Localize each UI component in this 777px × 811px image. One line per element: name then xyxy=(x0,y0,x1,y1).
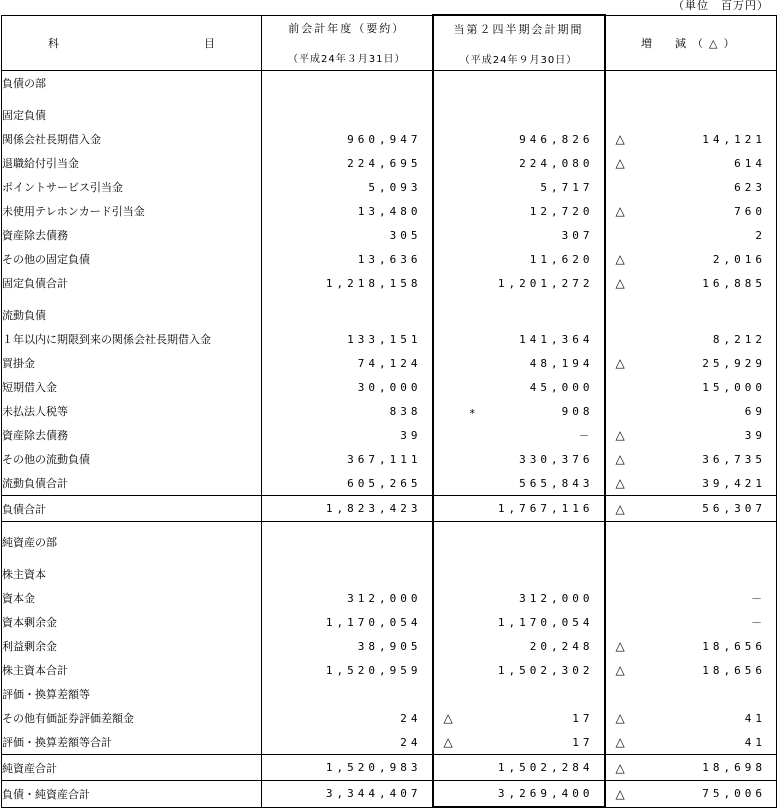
curr-amount-cell xyxy=(433,271,605,295)
table-row xyxy=(2,351,777,375)
change-amount-cell xyxy=(605,423,777,447)
unit-label: （単位 百万円） xyxy=(673,0,769,12)
row-label: 資本金 xyxy=(2,586,262,610)
amount-value: 367,111 xyxy=(347,452,422,466)
row-label: 退職給付引当金 xyxy=(2,151,262,175)
section-row xyxy=(2,103,777,127)
delta-mark: △ xyxy=(615,276,625,290)
table-row xyxy=(2,471,777,496)
amount-value: 623 xyxy=(734,180,766,194)
change-amount-cell xyxy=(605,327,777,351)
curr-amount-cell xyxy=(433,706,605,730)
curr-amount-cell xyxy=(433,730,605,755)
curr-amount-cell xyxy=(433,327,605,351)
header-prev xyxy=(262,15,433,71)
spacer-cell xyxy=(262,295,433,303)
spacer-cell xyxy=(433,95,605,103)
spacer-cell xyxy=(605,522,777,531)
section-row xyxy=(2,682,777,706)
spacer-cell xyxy=(605,554,777,562)
prev-amount-cell xyxy=(262,634,433,658)
amount-value: 1,502,284 xyxy=(497,761,594,774)
amount-value: 2 xyxy=(755,228,766,242)
amount-value: 39 xyxy=(744,428,766,442)
amount-value: 17 xyxy=(572,711,594,725)
amount-value: 74,124 xyxy=(357,356,422,370)
row-label: 固定負債合計 xyxy=(2,271,262,295)
table-row xyxy=(2,327,777,351)
amount-value: 1,767,116 xyxy=(497,502,594,515)
spacer-cell xyxy=(433,554,605,562)
table-row xyxy=(2,127,777,151)
spacer-cell xyxy=(605,95,777,103)
delta-mark: △ xyxy=(615,132,625,146)
table-row xyxy=(2,271,777,295)
amount-value: 24 xyxy=(400,711,422,725)
curr-amount-cell xyxy=(433,447,605,471)
amount-value: 312,000 xyxy=(347,591,422,605)
change-amount-cell xyxy=(605,706,777,730)
row-label: 評価・換算差額等合計 xyxy=(2,730,262,755)
change-amount-cell xyxy=(605,351,777,375)
header-curr-title: 当第２四半期会計期間 xyxy=(453,22,584,36)
prev-amount-cell xyxy=(262,327,433,351)
amount-value: 36,735 xyxy=(702,452,766,466)
table-row xyxy=(2,658,777,682)
row-label: 純資産の部 xyxy=(2,530,262,554)
row-label: 流動負債 xyxy=(2,303,262,327)
amount-value: － xyxy=(578,429,594,442)
curr-amount-cell xyxy=(433,682,605,706)
row-label: 固定負債 xyxy=(2,103,262,127)
row-label: 純資産合計 xyxy=(2,755,262,781)
amount-value: 18,656 xyxy=(702,663,766,677)
delta-mark: △ xyxy=(615,204,625,218)
change-amount-cell xyxy=(605,399,777,423)
change-amount-cell xyxy=(605,496,777,522)
amount-value: 312,000 xyxy=(519,591,594,605)
total-row xyxy=(2,755,777,781)
change-amount-cell xyxy=(605,447,777,471)
amount-value: 41 xyxy=(744,711,766,725)
curr-amount-cell xyxy=(433,423,605,447)
curr-amount-cell xyxy=(433,634,605,658)
change-amount-cell xyxy=(605,127,777,151)
section-row xyxy=(2,530,777,554)
change-amount-cell xyxy=(605,223,777,247)
curr-amount-cell xyxy=(433,755,605,781)
amount-value: 1,170,054 xyxy=(497,615,594,629)
amount-value: 614 xyxy=(734,156,766,170)
prev-amount-cell xyxy=(262,271,433,295)
row-label: 買掛金 xyxy=(2,351,262,375)
amount-value: 8,212 xyxy=(712,332,766,346)
row-label: 負債合計 xyxy=(2,496,262,522)
curr-amount-cell xyxy=(433,610,605,634)
table-row xyxy=(2,247,777,271)
change-amount-cell xyxy=(605,682,777,706)
table-row xyxy=(2,223,777,247)
spacer-cell xyxy=(605,295,777,303)
delta-mark: △ xyxy=(615,735,625,749)
header-prev-title: 前会計年度（要約） xyxy=(288,22,406,36)
prev-amount-cell xyxy=(262,399,433,423)
curr-amount-cell xyxy=(433,562,605,586)
prev-amount-cell xyxy=(262,375,433,399)
amount-value: 908 xyxy=(561,404,594,418)
row-label: その他有価証券評価差額金 xyxy=(2,706,262,730)
change-amount-cell xyxy=(605,755,777,781)
amount-value: 960,947 xyxy=(347,132,422,146)
amount-value: 133,151 xyxy=(347,332,422,346)
change-amount-cell xyxy=(605,730,777,755)
amount-value: 30,000 xyxy=(357,380,422,394)
change-amount-cell xyxy=(605,103,777,127)
table-row xyxy=(2,375,777,399)
delta-mark: △ xyxy=(443,711,453,725)
change-amount-cell xyxy=(605,71,777,96)
delta-mark: △ xyxy=(615,760,625,775)
amount-value: 14,121 xyxy=(702,132,766,146)
delta-mark: △ xyxy=(615,501,625,516)
table-row xyxy=(2,199,777,223)
prev-amount-cell xyxy=(262,223,433,247)
amount-value: 565,843 xyxy=(519,476,594,490)
curr-amount-cell xyxy=(433,496,605,522)
delta-mark: △ xyxy=(615,156,625,170)
row-label: その他の流動負債 xyxy=(2,447,262,471)
curr-amount-cell xyxy=(433,127,605,151)
row-label: １年以内に期限到来の関係会社長期借入金 xyxy=(2,327,262,351)
change-amount-cell xyxy=(605,375,777,399)
prev-amount-cell xyxy=(262,303,433,327)
change-amount-cell xyxy=(605,471,777,496)
amount-value: 11,620 xyxy=(529,252,594,266)
amount-value: 1,170,054 xyxy=(325,615,422,629)
section-row xyxy=(2,562,777,586)
prev-amount-cell xyxy=(262,706,433,730)
table-row xyxy=(2,730,777,755)
spacer-row xyxy=(2,295,777,303)
amount-value: 1,520,983 xyxy=(325,761,422,774)
header-kamoku-1: 科 xyxy=(48,36,59,50)
amount-value: 838 xyxy=(389,404,422,418)
header-curr xyxy=(433,15,605,71)
curr-amount-cell xyxy=(433,103,605,127)
amount-value: 13,636 xyxy=(357,252,422,266)
header-curr-date: （平成24年９月30日） xyxy=(459,54,578,66)
table-row xyxy=(2,586,777,610)
amount-value: 1,201,272 xyxy=(497,276,594,290)
amount-value: 5,093 xyxy=(368,180,422,194)
table-row xyxy=(2,706,777,730)
delta-mark: △ xyxy=(615,452,625,466)
delta-mark: △ xyxy=(615,786,625,801)
change-amount-cell xyxy=(605,199,777,223)
row-label: 利益剰余金 xyxy=(2,634,262,658)
amount-value: 141,364 xyxy=(519,332,594,346)
prev-amount-cell xyxy=(262,423,433,447)
amount-value: 3,344,407 xyxy=(325,787,422,801)
row-label: 資産除去債務 xyxy=(2,423,262,447)
amount-value: 946,826 xyxy=(519,132,594,146)
spacer-cell xyxy=(433,295,605,303)
prev-amount-cell xyxy=(262,127,433,151)
row-label: 流動負債合計 xyxy=(2,471,262,496)
spacer-cell xyxy=(2,522,262,531)
table-row xyxy=(2,634,777,658)
amount-value: 38,905 xyxy=(357,639,422,653)
curr-amount-cell xyxy=(433,223,605,247)
amount-value: 20,248 xyxy=(529,639,594,653)
prev-amount-cell xyxy=(262,730,433,755)
delta-mark: △ xyxy=(615,428,625,442)
amount-value: 39,421 xyxy=(702,476,766,490)
curr-amount-cell xyxy=(433,199,605,223)
amount-value: 56,307 xyxy=(702,502,766,515)
row-label: 関係会社長期借入金 xyxy=(2,127,262,151)
prev-amount-cell xyxy=(262,471,433,496)
change-amount-cell xyxy=(605,634,777,658)
prev-amount-cell xyxy=(262,562,433,586)
delta-mark: △ xyxy=(615,711,625,725)
amount-value: 5,717 xyxy=(540,180,594,194)
amount-value: 41 xyxy=(744,735,766,749)
change-amount-cell xyxy=(605,151,777,175)
row-label: 資本剰余金 xyxy=(2,610,262,634)
prev-amount-cell xyxy=(262,103,433,127)
change-amount-cell xyxy=(605,175,777,199)
amount-value: 18,656 xyxy=(702,639,766,653)
amount-value: － xyxy=(751,592,766,605)
total-row xyxy=(2,496,777,522)
delta-mark: △ xyxy=(615,252,625,266)
prev-amount-cell xyxy=(262,682,433,706)
header-prev-date: （平成24年３月31日） xyxy=(288,54,406,66)
row-label: その他の固定負債 xyxy=(2,247,262,271)
curr-amount-cell xyxy=(433,303,605,327)
amount-value: 24 xyxy=(400,735,422,749)
header-row xyxy=(2,15,777,71)
amount-value: 224,695 xyxy=(347,156,422,170)
amount-value: 3,269,400 xyxy=(497,787,594,800)
prev-amount-cell xyxy=(262,610,433,634)
curr-amount-cell xyxy=(433,247,605,271)
table-row xyxy=(2,175,777,199)
spacer-cell xyxy=(262,95,433,103)
curr-amount-cell xyxy=(433,530,605,554)
curr-amount-cell xyxy=(433,781,605,808)
change-amount-cell xyxy=(605,586,777,610)
delta-mark: △ xyxy=(615,356,625,370)
change-amount-cell xyxy=(605,658,777,682)
row-label: 負債の部 xyxy=(2,71,262,96)
amount-value: 1,520,959 xyxy=(325,663,422,677)
row-label: 評価・換算差額等 xyxy=(2,682,262,706)
row-label: ポイントサービス引当金 xyxy=(2,175,262,199)
change-amount-cell xyxy=(605,271,777,295)
row-label: 未使用テレホンカード引当金 xyxy=(2,199,262,223)
change-amount-cell xyxy=(605,610,777,634)
amount-value: 307 xyxy=(561,228,594,242)
balance-sheet-table xyxy=(1,14,777,808)
curr-amount-cell xyxy=(433,175,605,199)
amount-value: 25,929 xyxy=(702,356,766,370)
amount-value: 45,000 xyxy=(529,380,594,394)
prev-amount-cell xyxy=(262,351,433,375)
table-row xyxy=(2,399,777,423)
amount-value: － xyxy=(751,616,766,629)
change-amount-cell xyxy=(605,303,777,327)
prev-amount-cell xyxy=(262,496,433,522)
header-change xyxy=(605,15,777,71)
row-label: 株主資本合計 xyxy=(2,658,262,682)
prev-amount-cell xyxy=(262,71,433,96)
amount-value: 224,080 xyxy=(519,156,594,170)
prev-amount-cell xyxy=(262,530,433,554)
spacer-cell xyxy=(262,522,433,531)
amount-value: 1,218,158 xyxy=(325,276,422,290)
amount-value: 13,480 xyxy=(357,204,422,218)
delta-mark: △ xyxy=(443,735,453,749)
table-row xyxy=(2,151,777,175)
row-label: 負債・純資産合計 xyxy=(2,781,262,808)
spacer-cell xyxy=(2,295,262,303)
curr-amount-cell xyxy=(433,351,605,375)
amount-value: 75,006 xyxy=(702,787,766,801)
curr-amount-cell xyxy=(433,71,605,96)
amount-value: 1,823,423 xyxy=(325,502,422,515)
header-kamoku xyxy=(2,15,262,71)
prev-amount-cell xyxy=(262,247,433,271)
header-change-title: 増 減（△） xyxy=(641,36,741,50)
curr-amount-cell xyxy=(433,151,605,175)
curr-amount-cell xyxy=(433,586,605,610)
spacer-row xyxy=(2,522,777,531)
curr-amount-cell xyxy=(433,375,605,399)
section-row xyxy=(2,303,777,327)
amount-value: 18,698 xyxy=(702,761,766,774)
amount-value: 12,720 xyxy=(529,204,594,218)
change-amount-cell xyxy=(605,781,777,808)
change-amount-cell xyxy=(605,530,777,554)
amount-value: 15,000 xyxy=(702,380,766,394)
change-amount-cell xyxy=(605,562,777,586)
prev-amount-cell xyxy=(262,151,433,175)
spacer-cell xyxy=(262,554,433,562)
change-amount-cell xyxy=(605,247,777,271)
amount-value: 16,885 xyxy=(702,276,766,290)
spacer-cell xyxy=(2,554,262,562)
delta-mark: △ xyxy=(615,639,625,653)
table-row xyxy=(2,423,777,447)
table-row xyxy=(2,447,777,471)
prev-amount-cell xyxy=(262,755,433,781)
spacer-row xyxy=(2,554,777,562)
row-label: 資産除去債務 xyxy=(2,223,262,247)
amount-value: 605,265 xyxy=(347,476,422,490)
prev-amount-cell xyxy=(262,586,433,610)
amount-value: 760 xyxy=(734,204,766,218)
amount-value: 17 xyxy=(572,735,594,749)
row-label: 短期借入金 xyxy=(2,375,262,399)
prev-amount-cell xyxy=(262,447,433,471)
prev-amount-cell xyxy=(262,199,433,223)
amount-value: 39 xyxy=(400,428,422,442)
amount-value: 330,376 xyxy=(519,452,594,466)
header-kamoku-2: 目 xyxy=(204,36,215,50)
prev-amount-cell xyxy=(262,658,433,682)
section-row xyxy=(2,71,777,96)
row-label: 未払法人税等 xyxy=(2,399,262,423)
total-row xyxy=(2,781,777,808)
spacer-cell xyxy=(2,95,262,103)
table-row xyxy=(2,610,777,634)
curr-amount-cell xyxy=(433,471,605,496)
row-label: 株主資本 xyxy=(2,562,262,586)
curr-amount-cell xyxy=(433,399,605,423)
amount-value: 305 xyxy=(389,228,422,242)
amount-value: 1,502,302 xyxy=(497,663,594,677)
spacer-cell xyxy=(433,522,605,531)
curr-amount-cell xyxy=(433,658,605,682)
note-mark: * xyxy=(469,407,475,421)
amount-value: 2,016 xyxy=(712,252,766,266)
delta-mark: △ xyxy=(615,663,625,677)
prev-amount-cell xyxy=(262,781,433,808)
delta-mark: △ xyxy=(615,476,625,490)
amount-value: 69 xyxy=(744,404,766,418)
amount-value: 48,194 xyxy=(529,356,594,370)
spacer-row xyxy=(2,95,777,103)
prev-amount-cell xyxy=(262,175,433,199)
